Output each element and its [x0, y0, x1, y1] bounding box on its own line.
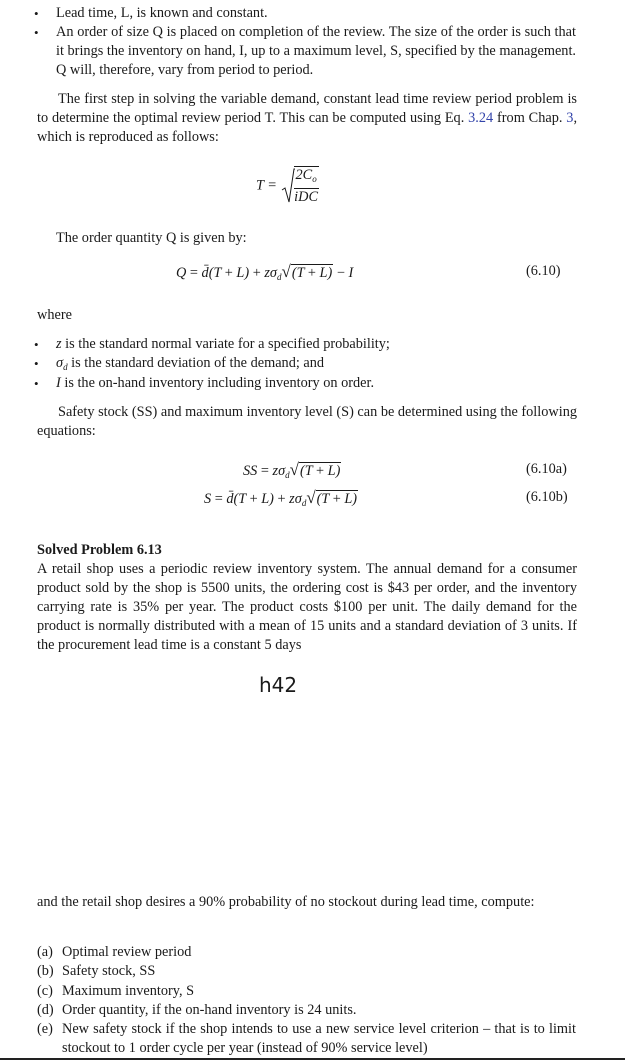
bullet-lead-time: Lead time, L, is known and constant.: [56, 5, 268, 21]
bullet-marker: •: [34, 376, 39, 391]
bullet-marker: •: [34, 25, 39, 40]
solved-problem-body: A retail shop uses a periodic review inventory system. The annual demand for a consumer product sold by the shop is 5500 units, the ordering cost is $43 per order, and the inventory carrying rate is 35% per year. The product costs $100 per unit. The daily demand for the product is normally distributed with a mean of 15 units and a standard deviation of 3 units. If the procurement lead time is a constant 5 days: [37, 561, 577, 653]
handwritten-note: h42: [259, 673, 298, 697]
where-item-I: [56, 374, 576, 393]
equation-lhs: T =: [256, 177, 277, 194]
equation-number: (6.10a): [526, 461, 567, 477]
fraction-denominator: iDC: [294, 189, 319, 205]
where-item-sigma: $\sigma_d$ is the standard deviation of the demand; and: [56, 355, 325, 372]
question-label: (a): [37, 944, 53, 960]
bullet-marker: •: [34, 6, 39, 21]
chapter-reference-link[interactable]: 3: [566, 110, 574, 126]
subscript: o: [312, 174, 317, 184]
question-text: Maximum inventory, S: [62, 983, 195, 999]
equation-optimal-review-period: [256, 166, 319, 206]
equation-number: (6.10): [526, 263, 561, 279]
bullet-marker: •: [34, 356, 39, 371]
safety-stock-paragraph: Safety stock (SS) and maximum inventory level (S) can be determined using the following equations:: [37, 404, 577, 439]
where-item-text: is the standard normal variate for a specified probability;: [65, 336, 390, 352]
question-text: Optimal review period: [62, 944, 192, 960]
question-label: (b): [37, 963, 54, 979]
question-label: (e): [37, 1021, 53, 1037]
where-item-z: [56, 335, 576, 354]
where-item-text: is the standard deviation of the demand; and: [71, 355, 325, 371]
question-text: Safety stock, SS: [62, 963, 156, 979]
symbol-z: z: [56, 336, 62, 352]
equation-reference-link[interactable]: 3.24: [468, 110, 494, 126]
equation-6-10: Q = d̄(T + $L) + z\sigma_d√(T + L) - I$: [176, 262, 354, 282]
solved-problem-title: Solved Problem 6.13: [37, 542, 162, 558]
page-bottom-rule: [0, 1058, 625, 1060]
question-label: (c): [37, 983, 53, 999]
symbol-sigma: σ: [56, 355, 64, 371]
intro-text-mid: from Chap.: [497, 110, 563, 126]
problem-continuation: and the retail shop desires a 90% probability of no stockout during lead time, compute:: [37, 894, 535, 910]
order-quantity-intro: The order quantity Q is given by:: [56, 230, 247, 246]
fraction: [294, 166, 319, 206]
intro-paragraph: [37, 90, 577, 147]
sqrt-icon: [281, 168, 295, 204]
bullet-marker: •: [34, 337, 39, 352]
intro-text-before: The first step in solving the variable demand, constant lead time review period problem is to determine the optimal review period T. This can be computed using Eq.: [37, 91, 577, 126]
where-label: where: [37, 307, 72, 323]
question-text: Order quantity, if the on-hand inventory is 24 units.: [62, 1002, 357, 1018]
question-text: New safety stock if the shop intends to use a new service level criterion – that is to limit stockout to 1 order cycle per year (instead of 90% service level): [62, 1021, 576, 1056]
equation-6-10b: S = d̄(T + $L) + z\sigma_d√(T + L)$: [204, 488, 358, 508]
equation-6-10a: SS = $z\sigma_d√(T + L)$: [243, 460, 341, 480]
bullet-order-size: An order of size Q is placed on completion of the review. The size of the order is such that it brings the inventory on hand, I, up to a maximum level, S, specified by the management. Q will, therefore, vary from period to period.: [56, 24, 576, 78]
where-item-text: is the on-hand inventory including inventory on order.: [64, 375, 375, 391]
fraction-numerator: 2C: [295, 167, 313, 183]
equation-number: (6.10b): [526, 489, 568, 505]
intro-text-after: , which is reproduced as follows:: [37, 110, 578, 145]
question-label: (d): [37, 1002, 54, 1018]
symbol-I: I: [56, 375, 61, 391]
